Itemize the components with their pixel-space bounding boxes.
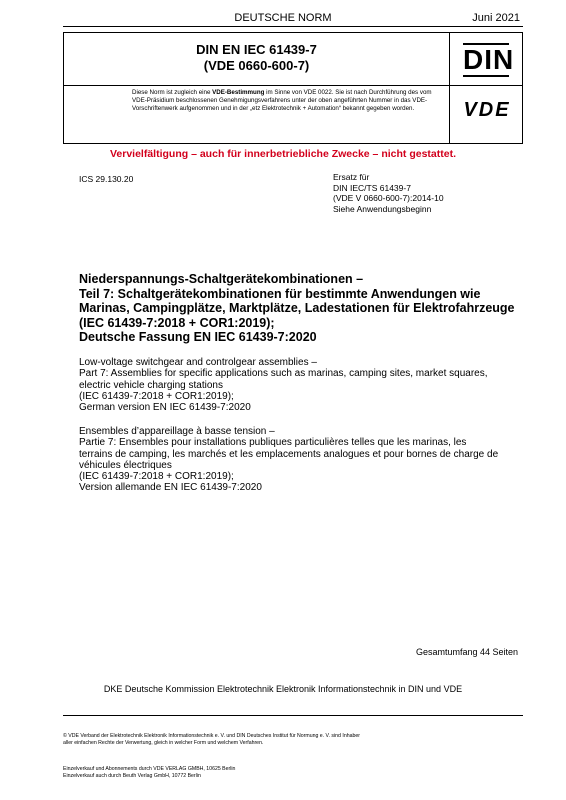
top-divider <box>63 26 523 27</box>
french-title-line: véhicules électriques <box>79 459 172 471</box>
dke-commission: DKE Deutsche Kommission Elektrotechnik Elektronik Informationstechnik in DIN und VDE <box>103 684 463 694</box>
german-title-line: Deutsche Fassung EN IEC 61439-7:2020 <box>79 330 317 344</box>
french-title-line: Version allemande EN IEC 61439-7:2020 <box>79 482 262 494</box>
title-box-horizontal-divider <box>64 85 522 86</box>
bottom-divider <box>63 715 523 716</box>
german-title-line: Marinas, Campingplätze, Marktplätze, Ladestationen für Elektrofahrzeuge <box>79 301 515 315</box>
sales-line: Einzelverkauf auch durch Beuth Verlag GmbH, 10772 Berlin <box>63 773 201 780</box>
copyright-notice <box>63 733 463 747</box>
english-title-line: electric vehicle charging stations <box>79 379 223 391</box>
standard-number-block <box>64 42 449 74</box>
german-title-line: Teil 7: Schaltgerätekombinationen für bestimmte Anwendungen wie <box>79 286 481 301</box>
title-box-vertical-divider <box>449 33 450 143</box>
vde-note-bold: VDE-Bestimmung <box>212 89 265 96</box>
ics-code: ICS 29.130.20 <box>79 174 134 184</box>
french-title <box>79 426 529 494</box>
replacement-line: Ersatz für <box>333 172 370 182</box>
vde-regulation-note <box>132 89 444 113</box>
publication-date: Juni 2021 <box>472 12 520 24</box>
french-title-line: terrains de camping, les marchés et les emplacements analogues et pour bornes de charge de <box>79 448 499 460</box>
standard-number: DIN EN IEC 61439-7 <box>196 42 317 57</box>
vde-note-post: im Sinne von VDE 0022. Sie ist nach Durchführung des vom VDE-Präsidium beschlossenen Genehmigungsverfahrens unter der oben angeführten Nummer in das VDE-Vorschriftenwerk aufgenommen und in der „etz Elektrotechnik + Automation“ bekannt gegeben worden. <box>132 89 432 112</box>
norm-type-label: DEUTSCHE NORM <box>234 12 332 24</box>
french-title-line: (IEC 61439-7:2018 + COR1:2019); <box>79 471 234 483</box>
german-title-line: Niederspannungs-Schaltgerätekombinationen – <box>79 272 364 286</box>
din-logo <box>463 43 515 77</box>
english-title <box>79 357 529 413</box>
copyright-line: aller einfachen Rechte der Verwertung, gleich in welcher Form und welchem Verfahren. <box>63 739 264 746</box>
english-title-line: Low-voltage switchgear and controlgear assemblies – <box>79 357 317 368</box>
french-title-line: Ensembles d’appareillage à basse tension – <box>79 426 275 437</box>
replacement-line: (VDE V 0660-600-7):2014-10 <box>333 193 444 203</box>
german-title-line: (IEC 61439-7:2018 + COR1:2019); <box>79 315 275 330</box>
copyright-line: © VDE Verband der Elektrotechnik Elektronik Informationstechnik e. V. und DIN Deutsches Institut für Normung e. V. sind Inhaber <box>63 733 360 739</box>
vde-logo: VDE <box>463 99 511 121</box>
replacement-info <box>333 172 444 214</box>
vde-note-pre: Diese Norm ist zugleich eine <box>132 89 213 96</box>
sales-line: Einzelverkauf und Abonnements durch VDE VERLAG GMBH, 10625 Berlin <box>63 766 236 772</box>
total-pages: Gesamtumfang 44 Seiten <box>415 647 518 657</box>
title-box <box>63 32 523 144</box>
replacement-line: DIN IEC/TS 61439-7 <box>333 182 411 193</box>
sales-info <box>63 766 463 781</box>
german-title <box>79 272 529 345</box>
english-title-line: (IEC 61439-7:2018 + COR1:2019); <box>79 390 234 402</box>
din-logo-text: DIN <box>463 44 515 75</box>
english-title-line: German version EN IEC 61439-7:2020 <box>79 402 251 414</box>
replacement-line: Siehe Anwendungsbeginn <box>333 203 432 214</box>
english-title-line: Part 7: Assemblies for specific applications such as marinas, camping sites, market squares, <box>79 368 488 380</box>
copy-warning: Vervielfältigung – auch für innerbetriebliche Zwecke – nicht gestattet. <box>109 148 456 160</box>
french-title-line: Partie 7: Ensembles pour installations publiques particulières telles que les marinas, les <box>79 437 467 449</box>
vde-classification-number: (VDE 0660-600-7) <box>203 58 310 73</box>
